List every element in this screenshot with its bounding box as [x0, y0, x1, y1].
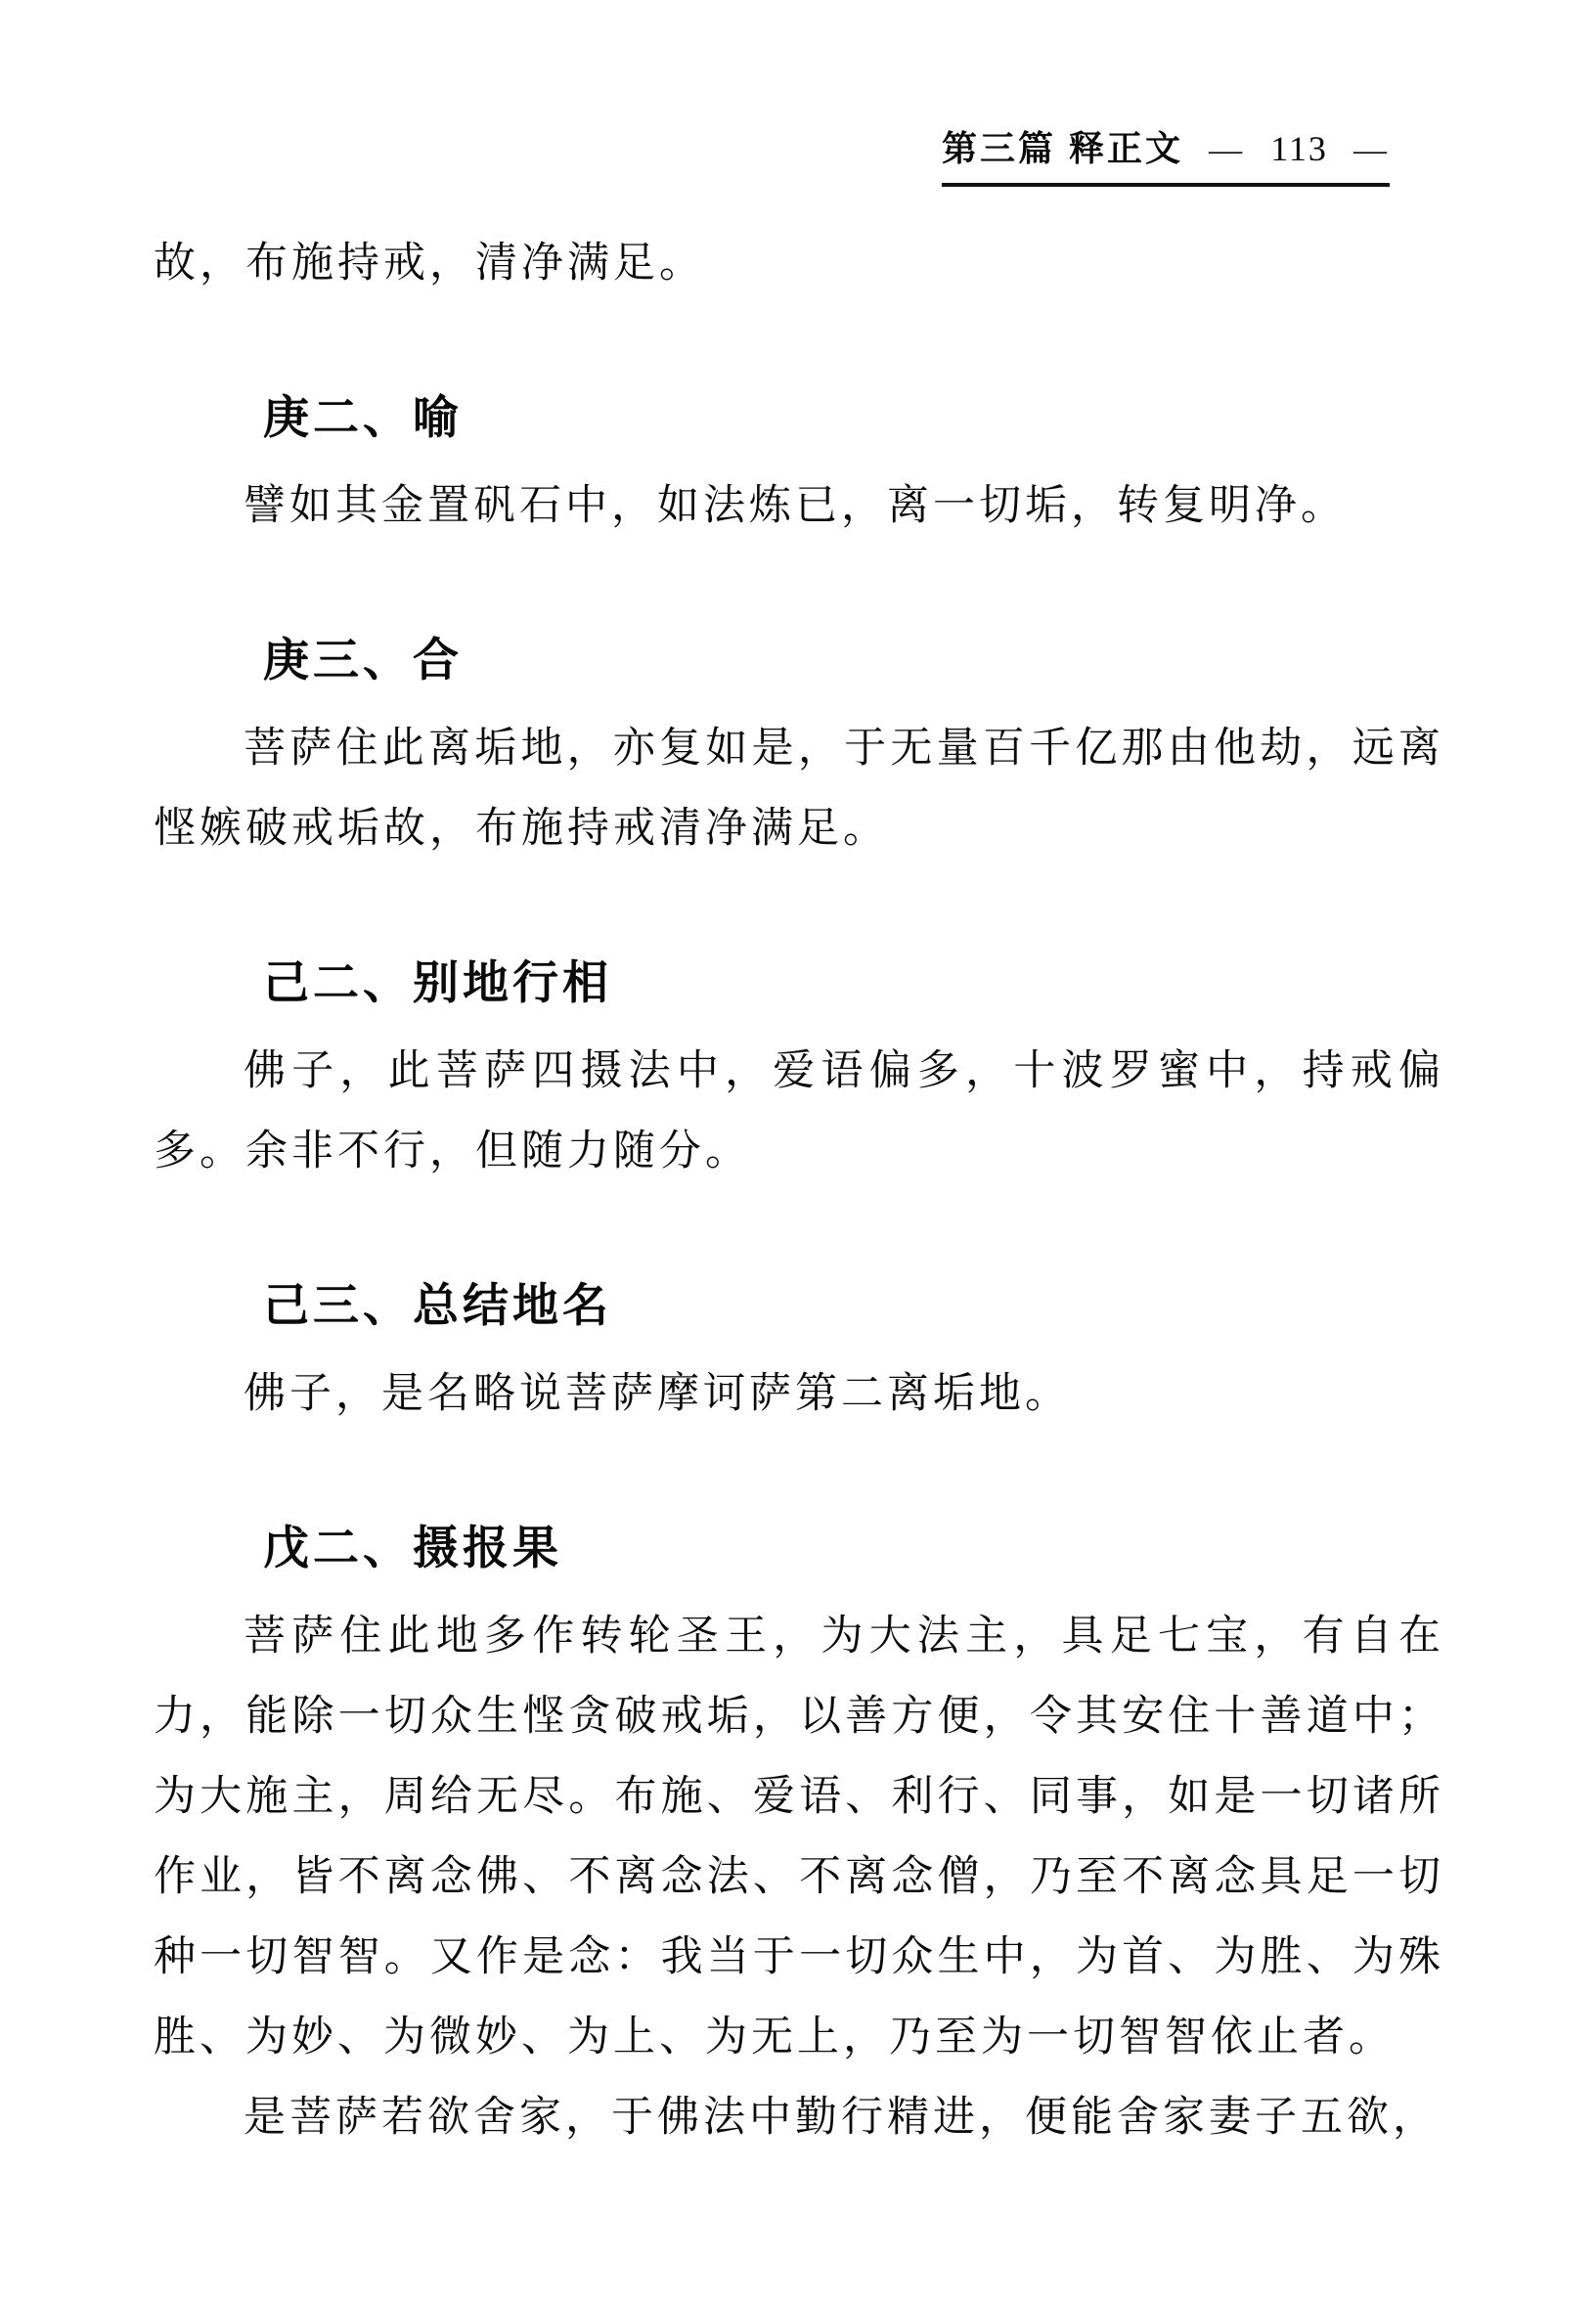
paragraph-line: 譬如其金置矾石中，如法炼已，离一切垢，转复明净。 [244, 482, 1347, 529]
header-dash-left: — [1209, 132, 1246, 168]
paragraph-line: 多。余非不行，但随力随分。 [154, 1128, 751, 1174]
header-dash-right: — [1352, 132, 1390, 168]
paragraph-line: 是菩萨若欲舍家，于佛法中勤行精进，便能舍家妻子五欲， [244, 2094, 1439, 2141]
running-header [942, 121, 1390, 187]
paragraph-line: 故，布施持戒，清净满足。 [154, 240, 705, 287]
paragraph-line: 佛子，此菩萨四摄法中，爱语偏多，十波罗蜜中，持戒偏 [244, 1047, 1444, 1094]
page-number: 113 [1270, 129, 1328, 168]
paragraph-line: 菩萨住此地多作转轮圣王，为大法主，具足七宝，有自在 [244, 1613, 1444, 1660]
section-heading: 戊二、摄报果 [263, 1524, 562, 1574]
paragraph-line: 作业，皆不离念佛、不离念法、不离念僧，乃至不离念具足一切 [154, 1853, 1444, 1900]
paragraph-line: 力，能除一切众生悭贪破戒垢，以善方便，令其安住十善道中； [154, 1693, 1444, 1740]
section-heading: 庚二、喻 [263, 393, 463, 444]
section-heading: 庚三、合 [263, 636, 463, 686]
text-body [154, 223, 1444, 2157]
paragraph-line: 种一切智智。又作是念：我当于一切众生中，为首、为胜、为殊 [154, 1933, 1444, 1980]
paragraph-line: 菩萨住此离垢地，亦复如是，于无量百千亿那由他劫，远离 [244, 725, 1444, 772]
paragraph-line: 胜、为妙、为微妙、为上、为无上，乃至为一切智智依止者。 [154, 2014, 1395, 2060]
paragraph-line: 悭嫉破戒垢故，布施持戒清净满足。 [154, 805, 889, 852]
paragraph-line: 佛子，是名略说菩萨摩诃萨第二离垢地。 [244, 1370, 1071, 1417]
section-heading: 己三、总结地名 [263, 1281, 612, 1332]
header-section-title: 第三篇 释正文 [942, 128, 1184, 168]
paragraph-line: 为大施主，周给无尽。布施、爱语、利行、同事，如是一切诸所 [154, 1773, 1444, 1820]
section-heading: 己二、别地行相 [263, 958, 612, 1009]
